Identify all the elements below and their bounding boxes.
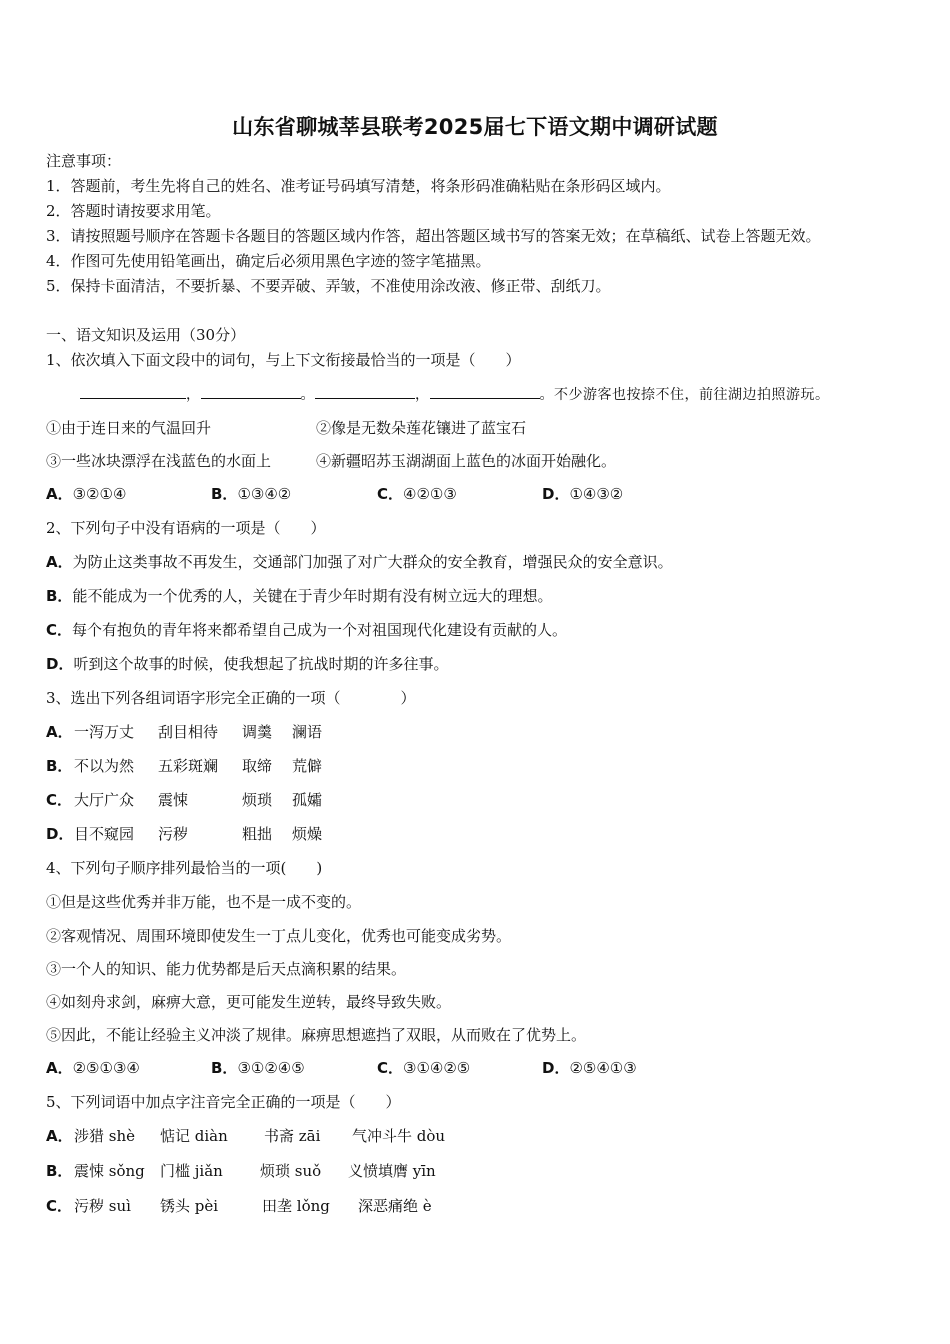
blank (201, 384, 301, 399)
blank (315, 384, 415, 399)
note-item: 3．请按照题号顺序在答题卡各题目的答题区域内作答，超出答题区域书写的答案无效；在草稿纸、试卷上答题无效。 (46, 227, 821, 245)
phrase-item: ①由于连日来的气温回升 (46, 419, 212, 437)
note-item: 4．作图可先使用铅笔画出，确定后必须用黑色字迹的签字笔描黑。 (46, 252, 491, 270)
option-a[interactable]: A．为防止这类事故不再发生，交通部门加强了对广大群众的安全教育，增强民众的安全意识。 (46, 553, 673, 571)
section-heading: 一、语文知识及运用（30分） (46, 326, 246, 344)
question-2-stem: 2、下列句子中没有语病的一项是（ ） (46, 519, 326, 537)
phrase-item: ③一些冰块漂浮在浅蓝色的水面上 (46, 452, 272, 470)
option-c[interactable]: C．③①④②⑤ (377, 1059, 471, 1077)
note-item: 2．答题时请按要求用笔。 (46, 202, 221, 220)
sentence-item: ⑤因此，不能让经验主义冲淡了规律。麻痹思想遮挡了双眼，从而败在了优势上。 (46, 1026, 587, 1044)
notes-heading: 注意事项： (46, 152, 122, 170)
option-d[interactable]: D．①④③② (542, 485, 624, 503)
option-c[interactable]: C．每个有抱负的青年将来都希望自己成为一个对祖国现代化建设有贡献的人。 (46, 621, 568, 639)
phrase-item: ④新疆昭苏玉湖湖面上蓝色的冰面开始融化。 (316, 452, 617, 470)
note-item: 5．保持卡面清洁，不要折暴、不要弄破、弄皱，不准使用涂改液、修正带、刮纸刀。 (46, 277, 611, 295)
sentence-item: ①但是这些优秀并非万能，也不是一成不变的。 (46, 893, 362, 911)
option-a[interactable]: A．②⑤①③④ (46, 1059, 140, 1077)
question-4-stem: 4、下列句子顺序排列最恰当的一项( ) (46, 859, 323, 877)
phrase-item: ②像是无数朵莲花镶进了蓝宝石 (316, 419, 527, 437)
page-title: 山东省聊城莘县联考2025届七下语文期中调研试题 (232, 115, 718, 139)
option-b[interactable]: B．③①②④⑤ (211, 1059, 305, 1077)
sentence-item: ②客观情况、周围环境即使发生一丁点儿变化，优秀也可能变成劣势。 (46, 927, 512, 945)
fill-blanks-line: ， 。 ， 。不少游客也按捺不住，前往湖边拍照游玩。 (80, 384, 830, 404)
sentence-item: ④如刻舟求剑，麻痹大意，更可能发生逆转，最终导致失败。 (46, 993, 452, 1011)
blank (430, 384, 540, 399)
question-5-stem: 5、下列词语中加点字注音完全正确的一项是（ ） (46, 1093, 401, 1111)
question-1-stem: 1、依次填入下面文段中的词句，与上下文衔接最恰当的一项是（ ） (46, 351, 521, 369)
option-b[interactable]: B．①③④② (211, 485, 292, 503)
option-a[interactable]: A．③②①④ (46, 485, 127, 503)
option-c[interactable]: C．④②①③ (377, 485, 457, 503)
blank (80, 384, 186, 399)
question-3-stem: 3、选出下列各组词语字形完全正确的一项（ ） (46, 689, 416, 707)
sentence-item: ③一个人的知识、能力优势都是后天点滴积累的结果。 (46, 960, 407, 978)
note-item: 1．答题前，考生先将自己的姓名、准考证号码填写清楚，将条形码准确粘贴在条形码区域内。 (46, 177, 671, 195)
exam-page: 山东省聊城莘县联考2025届七下语文期中调研试题 注意事项： 1．答题前，考生先将自己的姓名、准考证号码填写清楚，将条形码准确粘贴在条形码区域内。 2．答题时请按要求用笔。 3．请按照题号顺序在答题卡各题目的答题区域内作答，超出答题区域书写的答案无效；在草稿纸、试卷上答题无效。 4．作图可先使用铅笔画出，确定后必须用黑色字迹的签字笔描黑。 5．保持卡面清洁，不要折暴、不要弄破、弄皱，不准使用涂改液、修正带、刮纸刀。 一、语文知识及运用（30分） 1、依次填入下面文段中的词句，与上下文衔接最恰当的一项是（ ） ， 。 ， 。不少游客也按捺不住，前往湖边拍照游玩。 ①由于连日来的气温回升 ②像是无数朵莲花镶进了蓝宝石 ③一些冰块漂浮在浅蓝色的水面上 ④新疆昭苏玉湖湖面上蓝色的冰面开始融化。 A．③②①④ B．①③④② C．④②①③ D．①④③② 2、下列句子中没有语病的一项是（ ） A．为防止这类事故不再发生，交通部门加强了对广大群众的安全教育，增强民众的安全意识。 B．能不能成为一个优秀的人，关键在于青少年时期有没有树立远大的理想。 C．每个有抱负的青年将来都希望自己成为一个对祖国现代化建设有贡献的人。 D．听到这个故事的时候，使我想起了抗战时期的许多往事。 3、选出下列各组词语字形完全正确的一项（ ） A． 一泻万丈 刮目相待 调羹 澜语 B． 不以为然 五彩斑斓 取缔 荒僻 C． 大厅广众 震悚 烦琐 孤孀 D． 目不窥园 污秽 粗拙 烦燥 4、下列句子顺序排列最恰当的一项( ) ①但是这些优秀并非万能，也不是一成不变的。 ②客观情况、周围环境即使发生一丁点儿变化，优秀也可能变成劣势。 ③一个人的知识、能力优势都是后天点滴积累的结果。 ④如刻舟求剑，麻痹大意，更可能发生逆转，最终导致失败。 ⑤因此，不能让经验主义冲淡了规律。麻痹思想遮挡了双眼，从而败在了优势上。 A．②⑤①③④ B．③①②④⑤ C．③①④②⑤ D．②⑤④①③ 5、下列词语中加点字注音完全正确的一项是（ ） A． 涉猎 shè 惦记 diàn 书斋 zāi 气冲斗牛 dòu B． 震悚 sǒng 门槛 jiǎn 烦琐 suǒ 义愤填膺 yīn C． 污秽 suì 锈头 pèi 田垄 lǒng 深恶痛绝 è (0, 0, 950, 1344)
option-d[interactable]: D．②⑤④①③ (542, 1059, 637, 1077)
option-d[interactable]: D．听到这个故事的时候，使我想起了抗战时期的许多往事。 (46, 655, 449, 673)
option-b[interactable]: B．能不能成为一个优秀的人，关键在于青少年时期有没有树立远大的理想。 (46, 587, 553, 605)
